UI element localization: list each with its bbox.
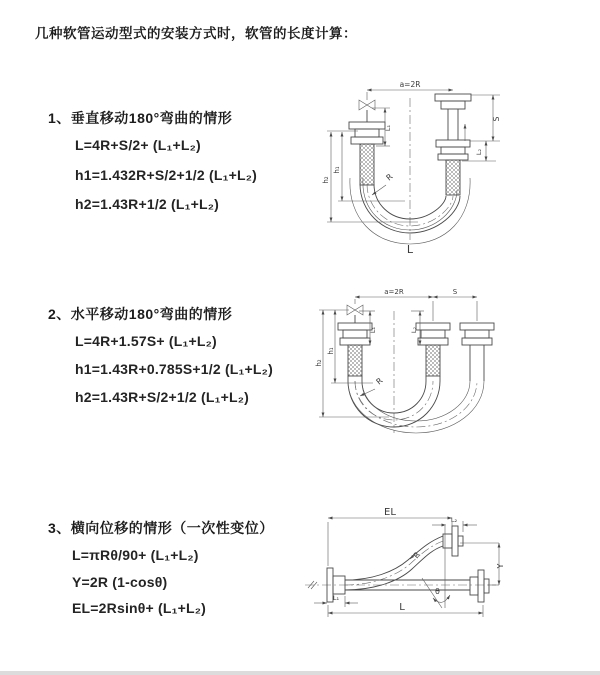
flange-left <box>349 122 385 144</box>
dimension-span <box>367 80 453 100</box>
diagram-vertical-u-bend <box>310 78 600 256</box>
dim-label-length: L <box>399 602 405 613</box>
dim-label-s: S <box>492 116 501 122</box>
dim-label-theta: θ <box>435 587 440 596</box>
dim-label-l2: L₂ <box>475 148 483 156</box>
formula-line: L=4R+1.57S+ (L₁+L₂) <box>75 333 217 349</box>
braided-hose-left <box>348 345 362 376</box>
flange-right-lower <box>436 140 470 160</box>
braided-hose-left <box>360 144 374 185</box>
straight-pipe <box>305 580 496 590</box>
dim-label-h1: h₁ <box>327 347 335 355</box>
hose-s-curve <box>345 536 443 590</box>
angle-theta <box>422 526 450 608</box>
dimension-span <box>355 288 477 321</box>
dim-label-r: R <box>374 376 385 387</box>
formula-line: h2=1.43R+S/2+1/2 (L₁+L₂) <box>75 389 250 405</box>
dimension-el <box>328 507 452 566</box>
dim-label-length: L <box>406 243 414 256</box>
dimension-length <box>328 602 483 617</box>
dimension-y <box>460 543 505 585</box>
hose-u-curves <box>348 376 484 433</box>
formula-line: h1=1.43R+0.785S+1/2 (L₁+L₂) <box>75 361 273 377</box>
dimension-l1 <box>372 108 392 146</box>
dim-label-l1: L₁ <box>332 594 340 602</box>
dim-label-h2: h₂ <box>322 176 330 184</box>
dim-label-l2: L₂ <box>450 516 458 524</box>
dimension-l2 <box>475 141 486 161</box>
valve-icon <box>359 100 375 122</box>
flange-right-original <box>470 570 489 602</box>
formula-line: h2=1.43R+1/2 (L₁+L₂) <box>75 196 220 212</box>
dim-label-span: a=2R <box>384 288 404 296</box>
dim-label-span: a=2R <box>399 80 421 89</box>
dimension-l2 <box>432 516 477 532</box>
section-3-heading: 3、横向位移的情形（一次性变位） <box>48 520 274 536</box>
radius-leader <box>410 550 422 560</box>
dim-label-r: R <box>411 550 423 561</box>
formula-line: Y=2R (1-cosθ) <box>72 574 168 590</box>
tube-right <box>470 345 484 381</box>
formula-line: L=πRθ/90+ (L₁+L₂) <box>72 547 199 563</box>
flange-left <box>338 323 372 345</box>
radius-leader <box>372 172 395 195</box>
formula-line: h1=1.432R+S/2+1/2 (L₁+L₂) <box>75 167 257 183</box>
dimension-h1 <box>319 310 373 383</box>
scan-edge <box>0 671 600 675</box>
section-2-heading: 2、水平移动180°弯曲的情形 <box>48 306 233 322</box>
dim-label-s: S <box>452 288 458 296</box>
dim-label-el: EL <box>384 507 396 518</box>
section-1-heading: 1、垂直移动180°弯曲的情形 <box>48 110 233 126</box>
dim-label-y: Y <box>496 563 505 569</box>
braided-hose-middle <box>426 345 440 376</box>
dim-label-l1: L₁ <box>384 124 392 132</box>
valve-icon <box>347 305 363 323</box>
dim-label-h1: h₁ <box>333 166 341 174</box>
diagram-lateral-displacement <box>300 498 600 660</box>
flange-right-moved <box>460 323 494 345</box>
dimension-l1 <box>359 311 377 345</box>
dim-label-r: R <box>384 172 395 183</box>
flange-middle <box>416 323 450 345</box>
dim-label-l2: L₂ <box>410 326 418 334</box>
formula-line: L=4R+S/2+ (L₁+L₂) <box>75 137 201 153</box>
formula-line: EL=2Rsinθ+ (L₁+L₂) <box>72 600 207 616</box>
dimension-l2 <box>410 311 424 345</box>
braided-hose-right <box>446 160 460 195</box>
dimension-l1 <box>314 594 358 607</box>
diagram-horizontal-u-bend <box>313 283 600 468</box>
dim-label-h2: h₂ <box>315 359 323 367</box>
flange-right-upper <box>435 94 471 140</box>
flange-upper-displaced <box>443 526 463 556</box>
page-title: 几种软管运动型式的安装方式时，软管的长度计算： <box>35 26 357 41</box>
dim-label-l1: L₁ <box>369 326 377 334</box>
